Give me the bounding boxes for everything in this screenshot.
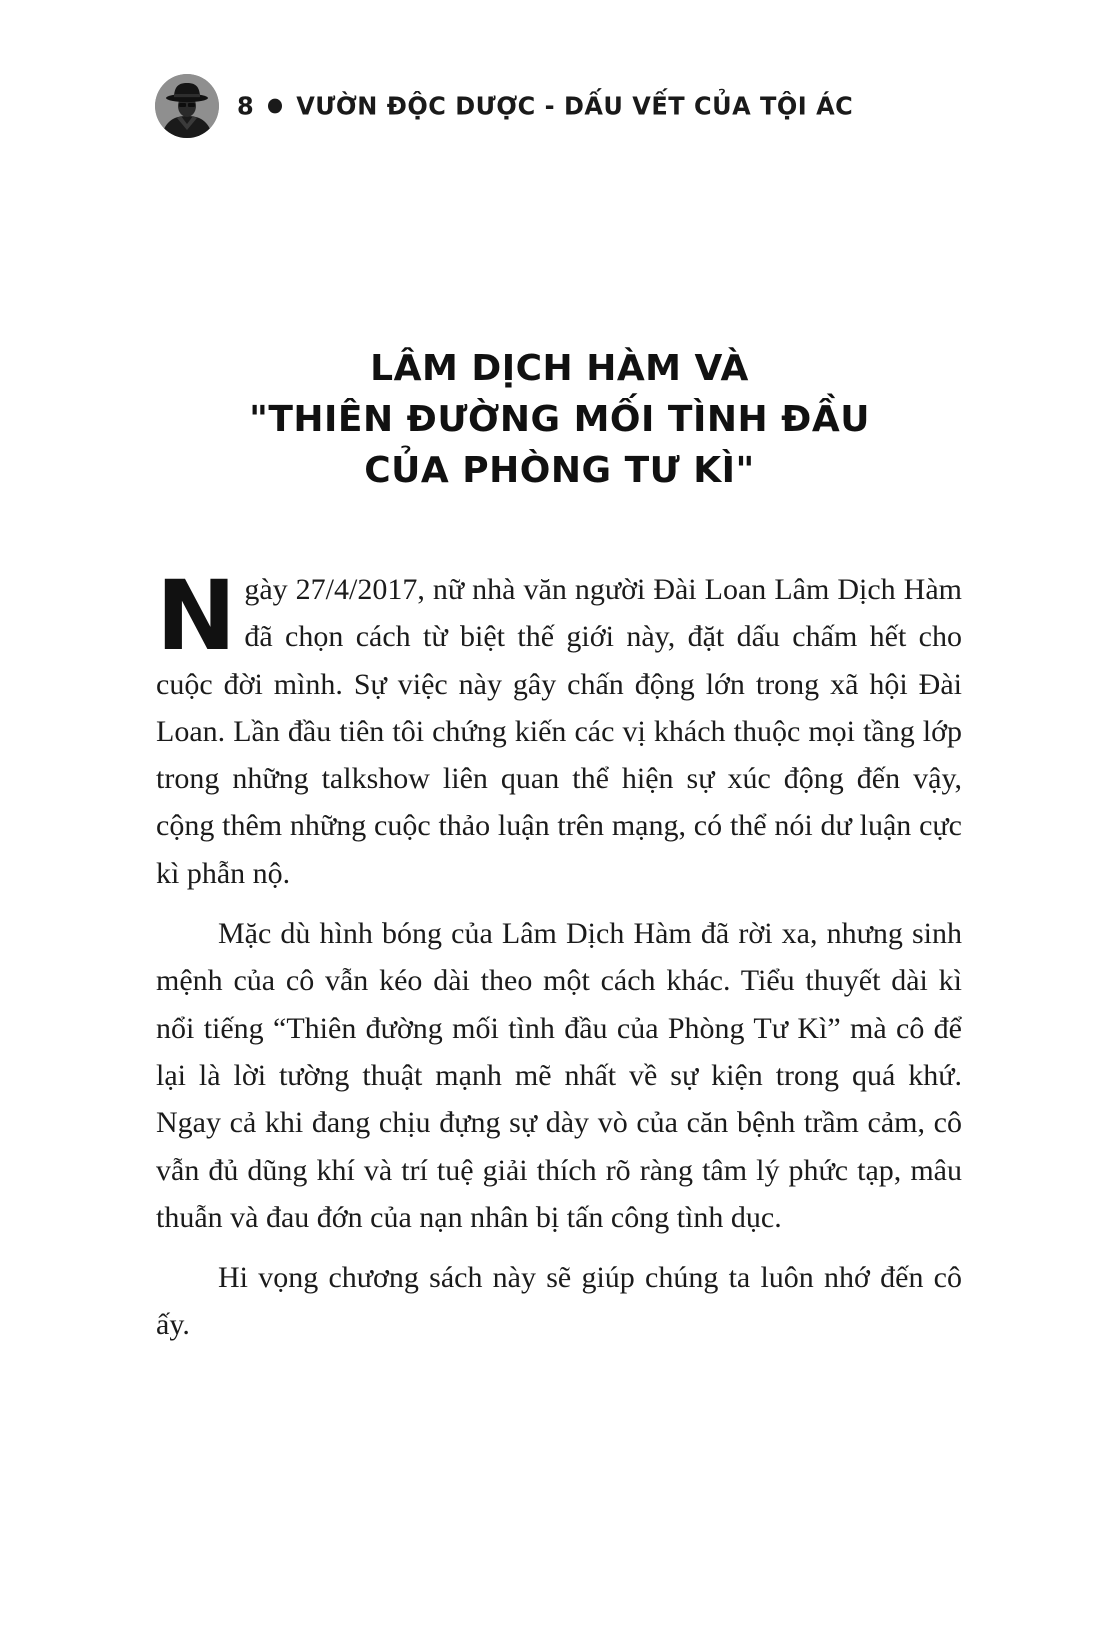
running-header [155, 74, 853, 138]
drop-cap: N [156, 560, 237, 672]
paragraph-1 [156, 560, 962, 897]
bullet-separator-icon [268, 99, 282, 114]
chapter-title-line-2: "THIÊN ĐƯỜNG MỐI TÌNH ĐẦU [249, 399, 870, 440]
chapter-title [0, 343, 1119, 496]
paragraph-3: Hi vọng chương sách này sẽ giúp chúng ta luôn nhớ đến cô ấy. [156, 1261, 962, 1342]
paragraph-1-text: gày 27/4/2017, nữ nhà văn người Đài Loan Lâm Dịch Hàm đã chọn cách từ biệt thế giới này, đặt dấu chấm hết cho cuộc đời mình. Sự việc này gây chấn động lớn trong xã hội Đài Loan. Lần đầu tiên tôi chứng kiến các vị khách thuộc mọi tầng lớp trong những talkshow liên quan thể hiện sự xúc động đến vậy, cộng thêm những cuộc thảo luận trên mạng, có thể nói dư luận cực kì phẫn nộ. [156, 573, 962, 890]
page-number: 8 [237, 91, 255, 121]
paragraph-2: Mặc dù hình bóng của Lâm Dịch Hàm đã rời xa, nhưng sinh mệnh của cô vẫn kéo dài theo một cách khác. Tiểu thuyết dài kì nổi tiếng “Thiên đường mối tình đầu của Phòng Tư Kì” mà cô để lại là lời tường thuật mạnh mẽ nhất về sự kiện trong quá khứ. Ngay cả khi đang chịu đựng sự dày vò của căn bệnh trầm cảm, cô vẫn đủ dũng khí và trí tuệ giải thích rõ ràng tâm lý phức tạp, mâu thuẫn và đau đớn của nạn nhân bị tấn công tình dục. [156, 917, 962, 1234]
chapter-title-line-3: CỦA PHÒNG TƯ KÌ" [364, 450, 755, 491]
detective-silhouette-icon [155, 74, 219, 138]
book-title: VƯỜN ĐỘC DƯỢC - DẤU VẾT CỦA TỘI ÁC [296, 91, 854, 121]
chapter-title-line-1: LÂM DỊCH HÀM VÀ [370, 348, 749, 389]
header-text [237, 91, 853, 120]
body-text [156, 560, 962, 1362]
